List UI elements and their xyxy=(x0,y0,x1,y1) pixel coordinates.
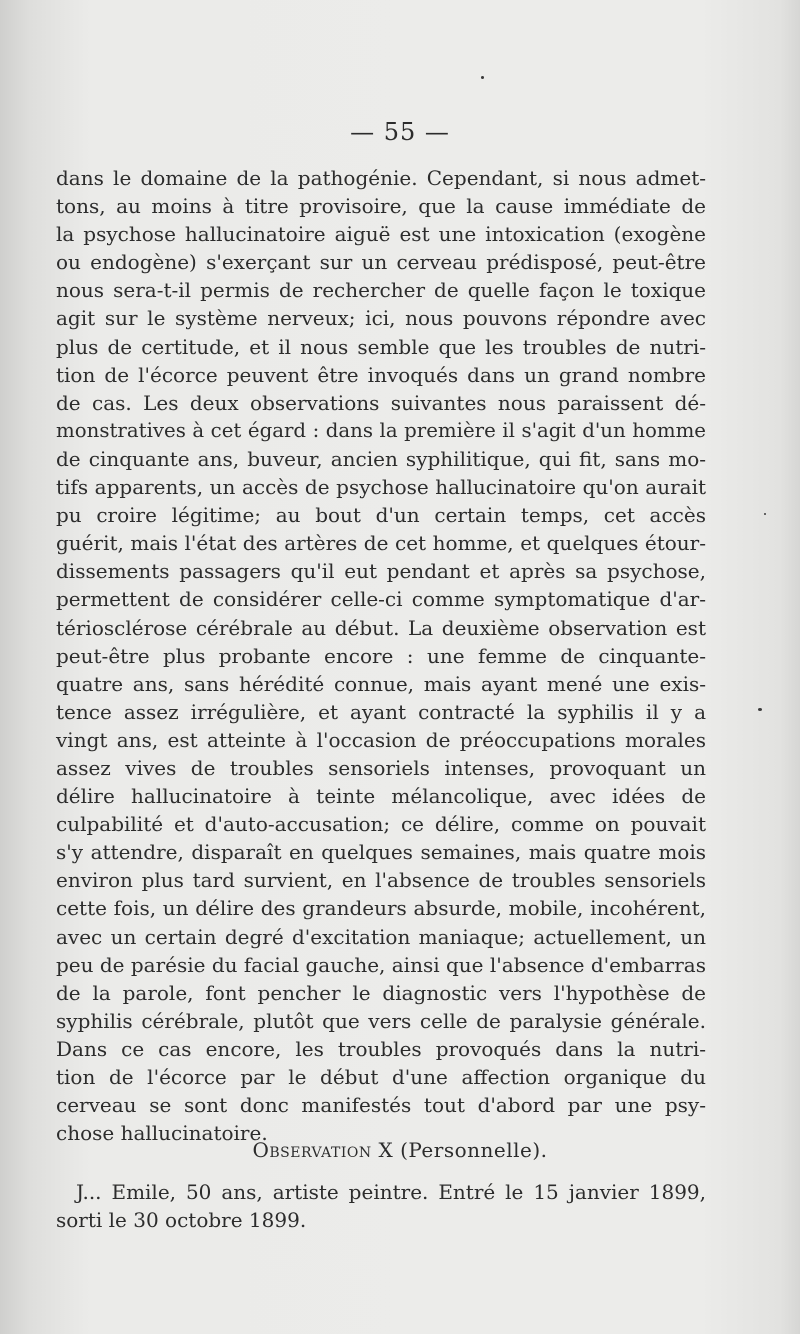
text-line: s'y attendre, disparaît en quelques semaines, mais quatre mois xyxy=(56,840,706,865)
observation-line: sorti le 30 octobre 1899. xyxy=(56,1208,307,1233)
text-line: permettent de considérer celle-ci comme symptomatique d'ar- xyxy=(56,587,706,612)
ink-speck xyxy=(764,513,766,515)
text-line: de cinquante ans, buveur, ancien syphilitique, qui fit, sans mo- xyxy=(56,446,706,471)
text-line: tons, au moins à titre provisoire, que la cause immédiate de xyxy=(56,194,706,219)
text-line: environ plus tard survient, en l'absence de troubles sensoriels xyxy=(56,868,706,893)
page-number: — 55 — xyxy=(350,118,450,146)
text-line: tifs apparents, un accès de psychose hallucinatoire qu'on aurait xyxy=(56,475,706,500)
text-line: de la parole, font pencher le diagnostic vers l'hypothèse de xyxy=(56,980,706,1005)
observation-heading-number: X (Personnelle). xyxy=(371,1138,548,1162)
text-line: Dans ce cas encore, les troubles provoqués dans la nutri- xyxy=(56,1036,706,1061)
observation-heading-label: Observation xyxy=(252,1138,372,1162)
text-line: tériosclérose cérébrale au début. La deuxième observation est xyxy=(56,615,706,640)
text-line: tence assez irrégulière, et ayant contracté la syphilis il y a xyxy=(56,699,706,724)
text-line: avec un certain degré d'excitation maniaque; actuellement, un xyxy=(56,924,706,949)
text-line: chose hallucinatoire. xyxy=(56,1121,268,1146)
text-line: guérit, mais l'état des artères de cet homme, et quelques étour- xyxy=(56,531,706,556)
text-line: culpabilité et d'auto-accusation; ce délire, comme on pouvait xyxy=(56,812,706,837)
text-line: tion de l'écorce par le début d'une affection organique du xyxy=(56,1065,706,1089)
observation-line: J... Emile, 50 ans, artiste peintre. Entré le 15 janvier 1899, xyxy=(76,1180,706,1204)
observation-heading xyxy=(0,1138,800,1162)
ink-speck xyxy=(758,708,762,711)
text-line: assez vives de troubles sensoriels intenses, provoquant un xyxy=(56,755,706,780)
text-line: dissements passagers qu'il eut pendant et après sa psychose, xyxy=(56,559,706,584)
text-line: peu de parésie du facial gauche, ainsi que l'absence d'embarras xyxy=(56,952,706,977)
text-line: pu croire légitime; au bout d'un certain temps, cet accès xyxy=(56,503,706,528)
text-line: cette fois, un délire des grandeurs absurde, mobile, incohérent, xyxy=(56,896,706,921)
text-line: monstratives à cet égard : dans la première il s'agit d'un homme xyxy=(56,418,706,442)
ink-speck xyxy=(481,76,484,79)
text-line: agit sur le système nerveux; ici, nous pouvons répondre avec xyxy=(56,306,706,331)
main-paragraph xyxy=(56,164,706,1147)
text-line: de cas. Les deux observations suivantes nous paraissent dé- xyxy=(56,390,706,415)
text-line: nous sera-t-il permis de rechercher de quelle façon le toxique xyxy=(56,278,706,303)
text-line: dans le domaine de la pathogénie. Cependant, si nous admet- xyxy=(56,166,706,190)
text-line: ou endogène) s'exerçant sur un cerveau prédisposé, peut-être xyxy=(56,250,706,275)
text-line: tion de l'écorce peuvent être invoqués dans un grand nombre xyxy=(56,362,706,387)
observation-body xyxy=(56,1178,706,1234)
text-line: vingt ans, est atteinte à l'occasion de préoccupations morales xyxy=(56,727,706,752)
text-line: plus de certitude, et il nous semble que les troubles de nutri- xyxy=(56,334,706,359)
text-line: la psychose hallucinatoire aiguë est une intoxication (exogène xyxy=(56,222,706,247)
text-line: peut-être plus probante encore : une femme de cinquante- xyxy=(56,643,706,668)
text-line: cerveau se sont donc manifestés tout d'abord par une psy- xyxy=(56,1093,706,1118)
text-line: syphilis cérébrale, plutôt que vers celle de paralysie générale. xyxy=(56,1008,706,1033)
text-line: délire hallucinatoire à teinte mélancolique, avec idées de xyxy=(56,784,706,809)
text-line: quatre ans, sans hérédité connue, mais ayant mené une exis- xyxy=(56,671,706,696)
